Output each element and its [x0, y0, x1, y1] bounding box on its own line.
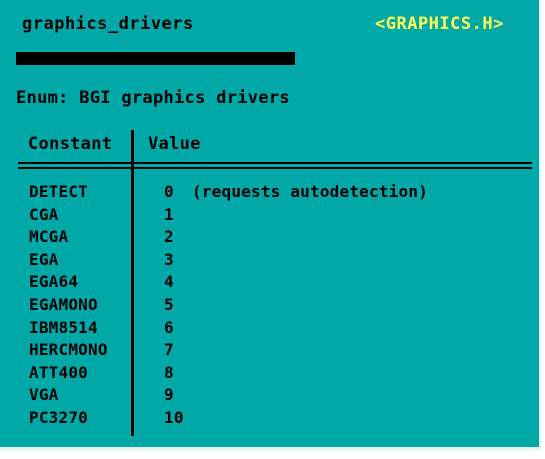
- constant-name: HERCMONO: [29, 340, 108, 360]
- constant-name: VGA: [29, 385, 59, 405]
- constant-name: EGA64: [29, 272, 79, 292]
- constant-value: 3: [164, 249, 174, 269]
- table-row: [0, 363, 541, 386]
- constant-value: 1: [164, 204, 174, 224]
- title-underline-bar: [16, 52, 295, 65]
- constant-name: EGA: [29, 249, 59, 269]
- constant-name: EGAMONO: [29, 294, 98, 314]
- constant-name: MCGA: [29, 227, 69, 247]
- table-row: [0, 250, 541, 273]
- table-row: [0, 182, 541, 205]
- constant-value: 8: [164, 362, 174, 382]
- constant-name: PC3270: [29, 407, 88, 427]
- page-title: graphics_drivers: [22, 14, 194, 34]
- header-file-link[interactable]: <GRAPHICS.H>: [375, 14, 504, 34]
- constant-name: DETECT: [29, 182, 88, 201]
- table-row: [0, 385, 541, 408]
- constant-name: IBM8514: [29, 317, 98, 337]
- column-header-constant: Constant: [28, 134, 113, 154]
- constant-value: 10: [164, 407, 184, 427]
- column-header-value: Value: [148, 134, 201, 154]
- constant-value: 7: [164, 340, 174, 360]
- header-rule-bottom: [18, 167, 532, 169]
- constant-value: 2: [164, 227, 174, 247]
- table-row: [0, 227, 541, 250]
- constant-value: 0: [164, 182, 174, 201]
- constant-note: (requests autodetection): [192, 182, 428, 201]
- header-rule-top: [18, 162, 532, 164]
- table-row: [0, 340, 541, 363]
- table-row: [0, 272, 541, 295]
- constant-name: CGA: [29, 204, 59, 224]
- table-row: [0, 408, 541, 431]
- table-row: [0, 205, 541, 228]
- constant-value: 4: [164, 272, 174, 292]
- table-row: [0, 295, 541, 318]
- constant-value: 9: [164, 385, 174, 405]
- constants-table: [0, 182, 541, 431]
- constant-value: 6: [164, 317, 174, 337]
- enum-description: Enum: BGI graphics drivers: [16, 88, 290, 108]
- constant-name: ATT400: [29, 362, 88, 382]
- table-row: [0, 318, 541, 341]
- constant-value: 5: [164, 294, 174, 314]
